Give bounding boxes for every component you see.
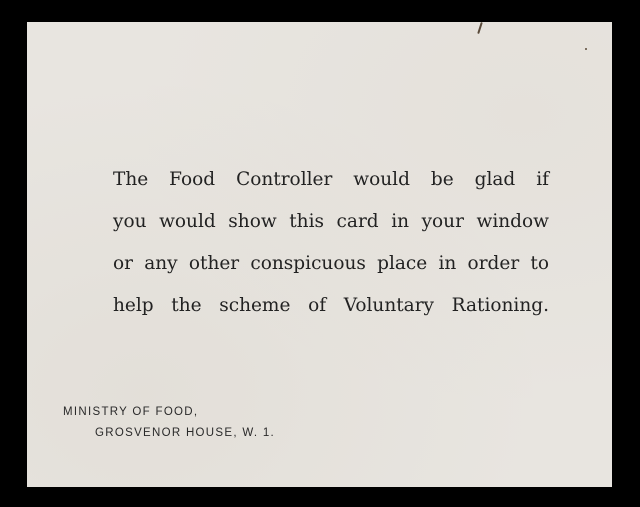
message-line: The Food Controller would be glad if bbox=[113, 169, 549, 190]
notice-message bbox=[113, 159, 549, 327]
ink-speck bbox=[477, 22, 483, 34]
message-line: you would show this card in your window bbox=[113, 211, 549, 232]
message-line: help the scheme of Voluntary Rationing. bbox=[113, 295, 549, 316]
publisher-imprint bbox=[63, 402, 275, 444]
notice-card bbox=[27, 22, 612, 487]
imprint-ministry: MINISTRY OF FOOD, bbox=[63, 406, 199, 418]
ink-speck bbox=[585, 48, 587, 50]
imprint-address: GROSVENOR HOUSE, W. 1. bbox=[95, 427, 276, 439]
message-line: or any other conspicuous place in order to bbox=[113, 253, 549, 274]
